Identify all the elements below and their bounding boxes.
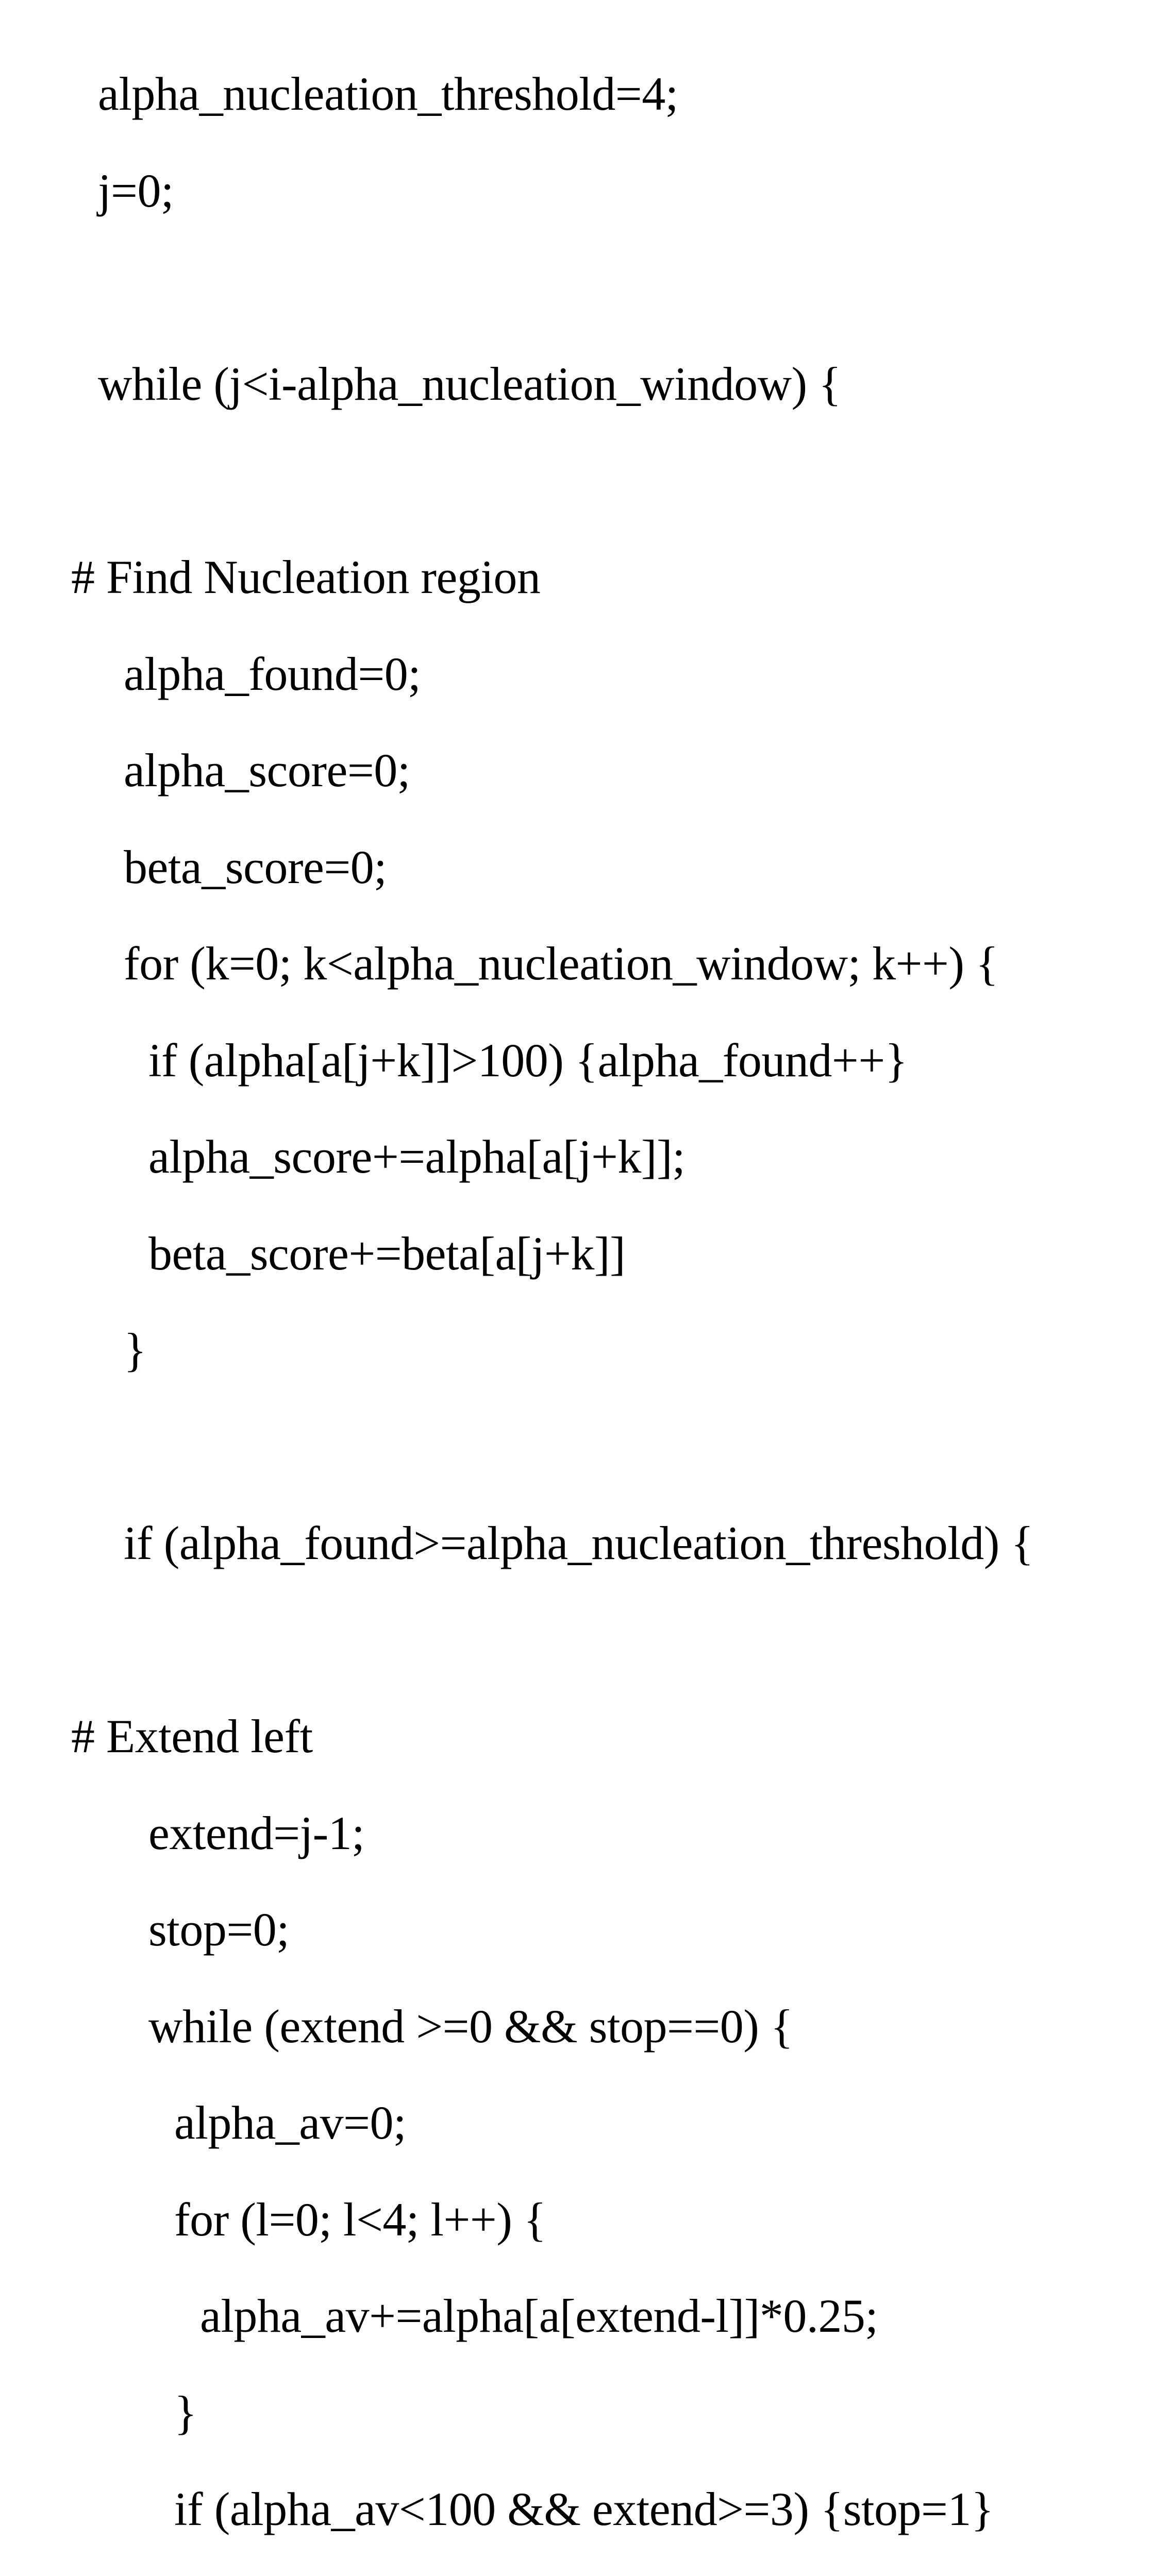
code-line: extend=j-1; xyxy=(148,1807,365,1859)
code-line: if (alpha[a[j+k]]>100) {alpha_found++} xyxy=(148,1034,908,1087)
code-line: alpha_av+=alpha[a[extend-l]]*0.25; xyxy=(200,2290,878,2342)
code-line: if (alpha_av<100 && extend>=3) {stop=1} xyxy=(174,2483,994,2535)
code-comment: # Extend left xyxy=(71,1710,313,1762)
code-line: alpha_nucleation_threshold=4; xyxy=(98,67,678,120)
code-line: alpha_av=0; xyxy=(174,2096,407,2149)
code-line: } xyxy=(174,2386,197,2439)
code-line: alpha_score+=alpha[a[j+k]]; xyxy=(148,1130,686,1183)
code-line: j=0; xyxy=(98,164,174,217)
code-line: beta_score+=beta[a[j+k]] xyxy=(148,1227,626,1280)
code-line: for (l=0; l<4; l++) { xyxy=(174,2193,546,2246)
code-line: } xyxy=(124,1324,146,1376)
code-line: while (j<i-alpha_nucleation_window) { xyxy=(98,358,841,410)
code-line: beta_score=0; xyxy=(124,841,387,893)
code-comment: # Find Nucleation region xyxy=(71,551,541,603)
code-line: for (k=0; k<alpha_nucleation_window; k++) { xyxy=(124,937,998,990)
code-line: if (alpha_found>=alpha_nucleation_threshold) { xyxy=(124,1517,1034,1569)
code-line: alpha_score=0; xyxy=(124,744,410,796)
code-line: alpha_found=0; xyxy=(124,648,421,700)
code-line: while (extend >=0 && stop==0) { xyxy=(148,2000,793,2053)
code-line: stop=0; xyxy=(148,1903,290,1956)
